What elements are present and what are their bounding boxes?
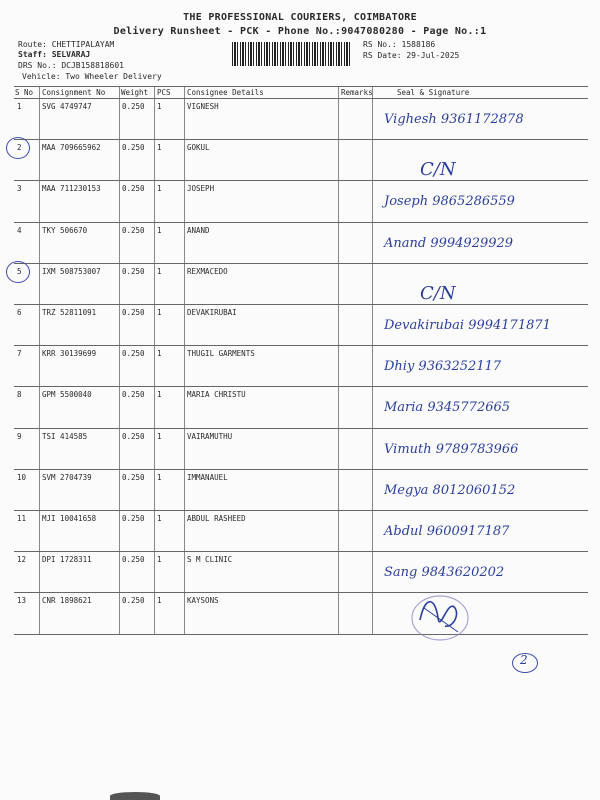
route-label: Route: CHETTIPALAYAM [18,40,115,49]
row-divider [14,469,588,470]
cell-sno: 8 [17,390,22,400]
column-header: S No [15,88,34,97]
cell-pcs: 1 [157,102,162,111]
cell-sno: 13 [17,596,27,606]
cell-sno: 2 [17,143,22,153]
cell-name: ABDUL RASHEED [187,514,246,523]
cell-pcs: 1 [157,349,162,359]
cell-weight: 0.250 [122,472,145,482]
cell-name: IMMANAUEL [187,472,228,482]
handwritten-signature: Vimuth 9789783966 [384,441,519,457]
cell-sno: 6 [17,308,22,317]
cell-pcs: 1 [157,143,162,153]
drs-label: DRS No.: DCJB158818601 [18,61,124,70]
row-divider [14,86,588,87]
cell-name: S M CLINIC [187,555,233,565]
cell-weight: 0.250 [122,596,145,606]
handwritten-signature: Dhiy 9363252117 [384,359,502,375]
staff-label: Staff: SELVARAJ [18,50,91,59]
cell-weight: 0.250 [122,514,145,523]
cell-cons: MAA 711230153 [42,184,101,194]
cell-name: JOSEPH [187,184,215,194]
cell-cons: IXM 508753007 [42,266,101,276]
cell-name: ANAND [187,225,210,235]
column-header: Remarks [341,88,373,97]
cell-pcs: 1 [157,225,162,235]
cell-name: VAIRAMUTHU [187,431,233,441]
column-header: PCS [157,88,171,97]
row-divider [14,222,588,223]
scan-artifact [110,792,160,800]
handwritten-signature: Anand 9994929929 [384,235,514,251]
cell-cons: DPI 1728311 [42,555,92,565]
page-mark: 2 [520,653,528,667]
row-divider [14,592,588,593]
handwritten-signature: C/N [420,159,456,181]
handwritten-signature: Vighesh 9361172878 [384,112,524,127]
cell-cons: CNR 1898621 [42,596,92,606]
cell-cons: SVM 2704739 [42,472,92,482]
cell-name: DEVAKIRUBAI [187,308,237,317]
cell-cons: GPM 5500040 [42,390,92,400]
cell-sno: 5 [17,266,22,276]
cell-name: VIGNESH [187,102,219,111]
cell-weight: 0.250 [122,102,145,111]
cell-pcs: 1 [157,184,162,194]
column-header: Weight [121,88,149,97]
cell-name: MARIA CHRISTU [187,390,246,400]
handwritten-signature: Abdul 9600917187 [384,524,510,539]
cell-sno: 3 [17,184,22,194]
cell-pcs: 1 [157,555,162,565]
cell-pcs: 1 [157,390,162,400]
column-header: Consignment No [42,88,106,97]
cell-weight: 0.250 [122,266,145,276]
cell-pcs: 1 [157,308,162,317]
cell-weight: 0.250 [122,349,145,359]
cell-cons: TSI 414585 [42,431,88,441]
cell-cons: MJI 10041658 [42,514,97,523]
page-subtitle: Delivery Runsheet - PCK - Phone No.:9047080280 - Page No.:1 [113,26,487,37]
row-mark-circle [6,137,30,159]
row-divider [14,551,588,552]
cell-pcs: 1 [157,514,162,523]
cell-sno: 10 [17,472,27,482]
column-header: Consignee Details [187,88,264,97]
row-divider [14,304,588,305]
cell-cons: KRR 30139699 [42,349,97,359]
handwritten-signature: Megya 8012060152 [384,482,516,498]
cell-pcs: 1 [157,266,162,276]
cell-weight: 0.250 [122,225,145,235]
cell-cons: TKY 506670 [42,225,88,235]
barcode-icon [232,42,350,66]
vehicle-label: Vehicle: Two Wheeler Delivery [22,72,162,81]
cell-cons: TRZ 52811091 [42,308,97,317]
cell-weight: 0.250 [122,143,145,153]
row-divider [14,510,588,511]
handwritten-signature: C/N [420,282,456,304]
cell-name: THUGIL GARMENTS [187,349,255,359]
rs-number: RS No.: 1588186 [363,40,436,49]
cell-pcs: 1 [157,431,162,441]
handwritten-signature: Devakirubai 9994171871 [384,318,551,333]
cell-weight: 0.250 [122,390,145,400]
cell-weight: 0.250 [122,431,145,441]
cell-sno: 4 [17,225,22,235]
handwritten-signature: Joseph 9865286559 [384,194,515,210]
handwritten-signature: Sang 9843620202 [384,565,505,581]
cell-pcs: 1 [157,472,162,482]
cell-name: GOKUL [187,143,210,153]
row-divider [14,180,588,181]
column-header: Seal & Signature [397,88,470,97]
row-divider [14,634,588,635]
cell-name: KAYSONS [187,596,219,606]
cell-weight: 0.250 [122,555,145,565]
cell-pcs: 1 [157,596,162,606]
cell-weight: 0.250 [122,308,145,317]
row-divider [14,98,588,99]
seal-stamp-icon [400,588,480,648]
cell-sno: 11 [17,514,27,523]
cell-weight: 0.250 [122,184,145,194]
row-divider [14,345,588,346]
row-divider [14,263,588,264]
row-mark-circle [6,261,30,283]
row-divider [14,139,588,140]
cell-sno: 7 [17,349,22,359]
handwritten-signature: Maria 9345772665 [384,400,511,416]
runsheet-table [14,86,588,634]
row-divider [14,428,588,429]
cell-name: REXMACEDO [187,266,228,276]
rs-date: RS Date: 29-Jul-2025 [363,51,460,60]
cell-sno: 9 [17,431,22,441]
cell-sno: 12 [17,555,27,565]
cell-cons: SVG 4749747 [42,102,92,111]
page-title: THE PROFESSIONAL COURIERS, COIMBATORE [183,12,417,23]
row-divider [14,386,588,387]
cell-sno: 1 [17,102,22,111]
cell-cons: MAA 709665962 [42,143,101,153]
